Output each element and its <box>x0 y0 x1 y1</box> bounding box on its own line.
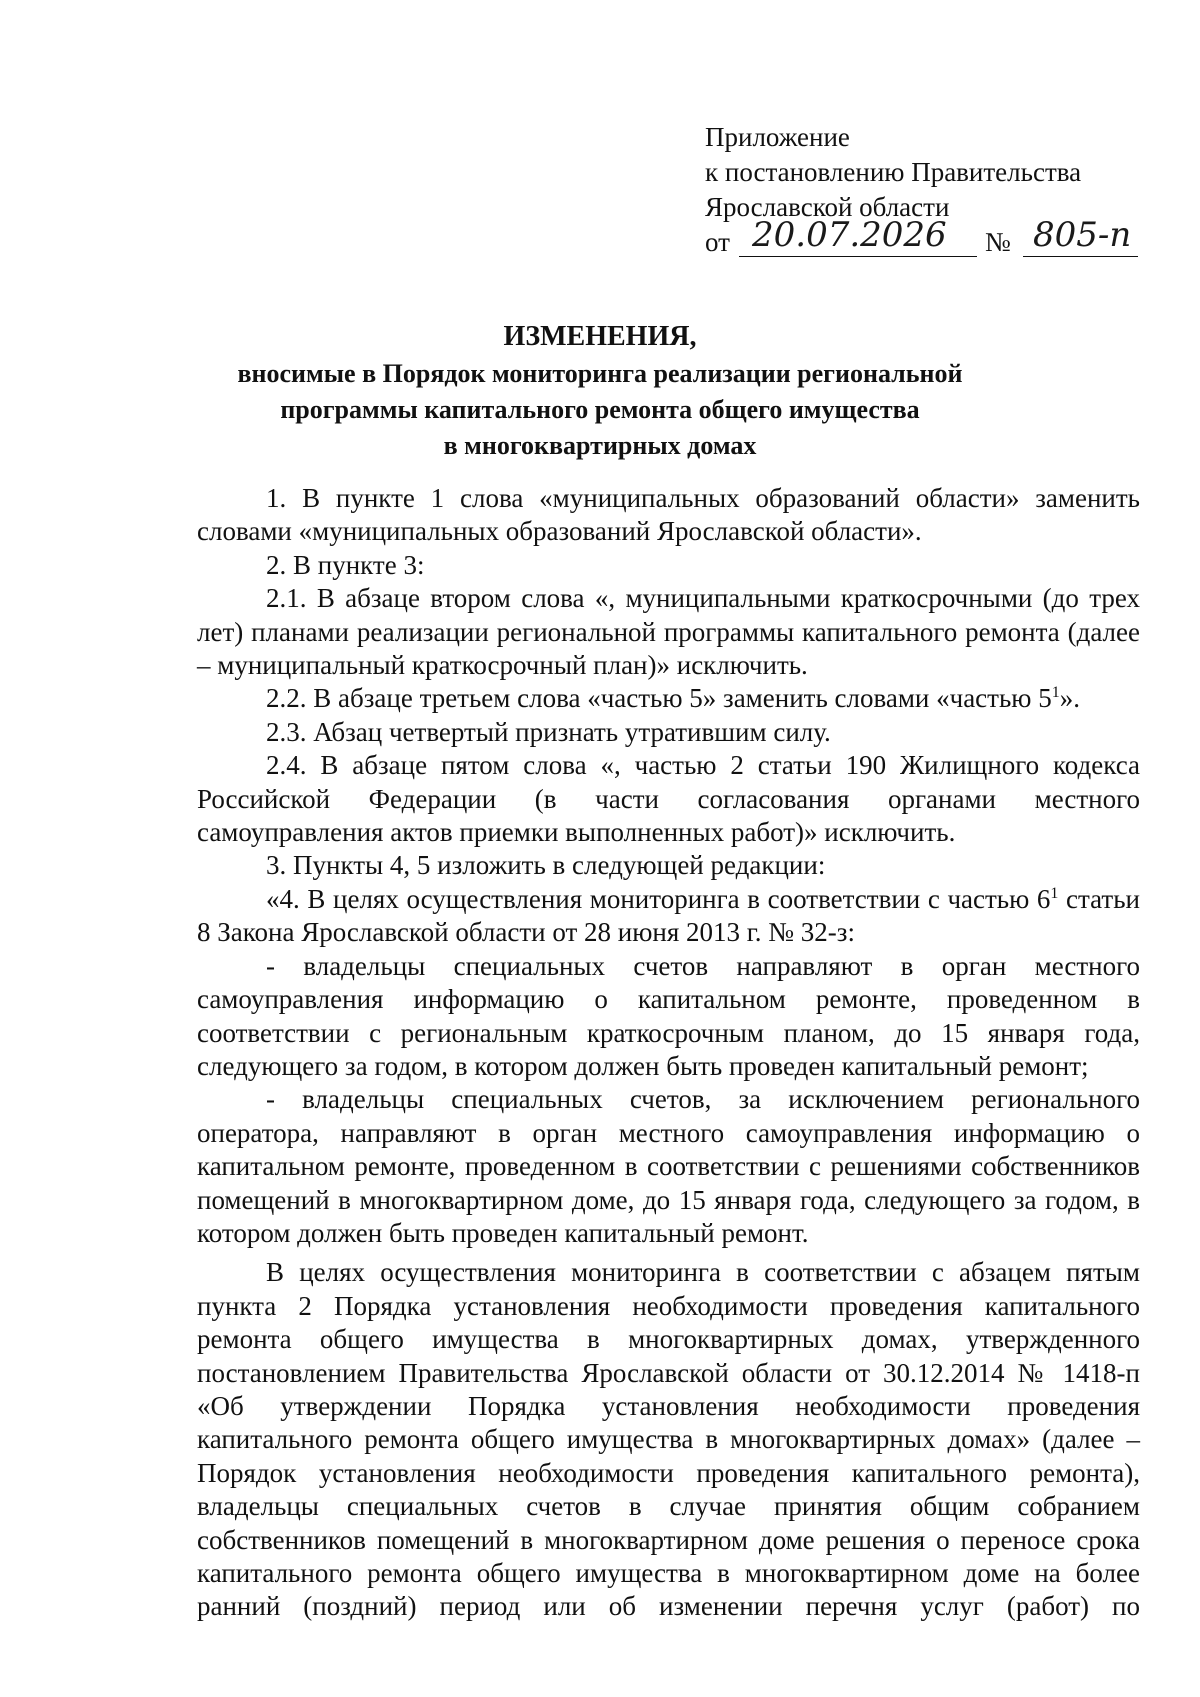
appendix-resolution: к постановлению Правительства <box>705 157 1082 187</box>
title-heading: ИЗМЕНЕНИЯ, <box>503 321 697 352</box>
appendix-label: Приложение <box>705 122 850 152</box>
paragraph-2-2-end: ». <box>1059 683 1080 714</box>
document-body <box>197 482 1140 1624</box>
paragraph-4-text: «4. В целях осуществления мониторинга в соответствии с частью 6 <box>266 883 1051 914</box>
number-underline <box>1023 256 1138 257</box>
list-item-1: - владельцы специальных счетов направляют в орган местного самоуправления информацию о капитальном ремонте, проведенном в соответствии с региональным краткосрочным планом, до 15 января года, следующего за годом, в котором должен быть проведен капитальный ремонт; <box>197 950 1140 1081</box>
number-prefix: № <box>985 227 1011 257</box>
paragraph-2: 2. В пункте 3: <box>266 549 425 580</box>
appendix-date-number-row <box>705 215 1132 260</box>
appendix-block <box>705 120 1132 260</box>
date-prefix: от <box>705 227 730 257</box>
list-item-2: - владельцы специальных счетов, за исключением регионального оператора, направляют в орган местного самоуправления информацию о капитальном ремонте, проведенном в соответствии с решениями собственников помещений в многоквартирном доме, до 15 января года, следующего за годом, в котором должен быть проведен капитальный ремонт. <box>197 1084 1140 1248</box>
paragraph-3: 3. Пункты 4, 5 изложить в следующей редакции: <box>266 850 826 881</box>
paragraph-2-1: 2.1. В абзаце втором слова «, муниципальными краткосрочными (до трех лет) планами реализации региональной программы капитального ремонта (далее – муниципальный краткосрочный план)» исключить. <box>197 583 1140 681</box>
document-title <box>180 318 1020 464</box>
paragraph-2-4: 2.4. В абзаце пятом слова «, частью 2 статьи 190 Жилищного кодекса Российской Федерации (в части согласования органами местного самоуправления актов приемки выполненных работ)» исключить. <box>197 750 1140 848</box>
handwritten-date: 20.07.2026 <box>752 215 947 255</box>
title-line-3: в многоквартирных домах <box>443 431 757 460</box>
handwritten-number: 805-п <box>1033 215 1132 255</box>
paragraph-monitoring: В целях осуществления мониторинга в соответствии с абзацем пятым пункта 2 Порядка установления необходимости проведения капитального ремонта общего имущества в многоквартирных домах, утвержденного постановлением Правительства Ярославской области от 30.12.2014 № 1418-п «Об утверждении Порядка установления необходимости проведения капитального ремонта общего имущества в многоквартирных домах» (далее – Порядок установления необходимости проведения капитального ремонта), владельцы специальных счетов в случае принятия общим собранием собственников помещений в многоквартирном доме решения о переносе срока капитального ремонта общего имущества в многоквартирном доме на более ранний (поздний) период или об изменении перечня услуг (работ) по <box>197 1257 1140 1622</box>
paragraph-2-3: 2.3. Абзац четвертый признать утратившим силу. <box>266 716 831 747</box>
paragraph-4-end: статьи 8 Закона Ярославской области от 28 июня 2013 г. № 32-з: <box>197 883 1140 948</box>
paragraph-4-intro <box>197 883 1140 950</box>
title-line-2: программы капитального ремонта общего имущества <box>280 395 920 424</box>
title-line-1: вносимые в Порядок мониторинга реализации региональной <box>237 359 963 388</box>
superscript: 1 <box>1050 884 1059 902</box>
paragraph-2-2 <box>197 682 1140 715</box>
paragraph-1: 1. В пункте 1 слова «муниципальных образований области» заменить словами «муниципальных образований Ярославской области». <box>197 483 1140 547</box>
paragraph-2-2-text: 2.2. В абзаце третьем слова «частью 5» заменить словами «частью 5 <box>266 683 1052 714</box>
superscript: 1 <box>1051 684 1060 702</box>
date-underline <box>739 256 977 257</box>
appendix-region: Ярославской области <box>705 192 950 222</box>
